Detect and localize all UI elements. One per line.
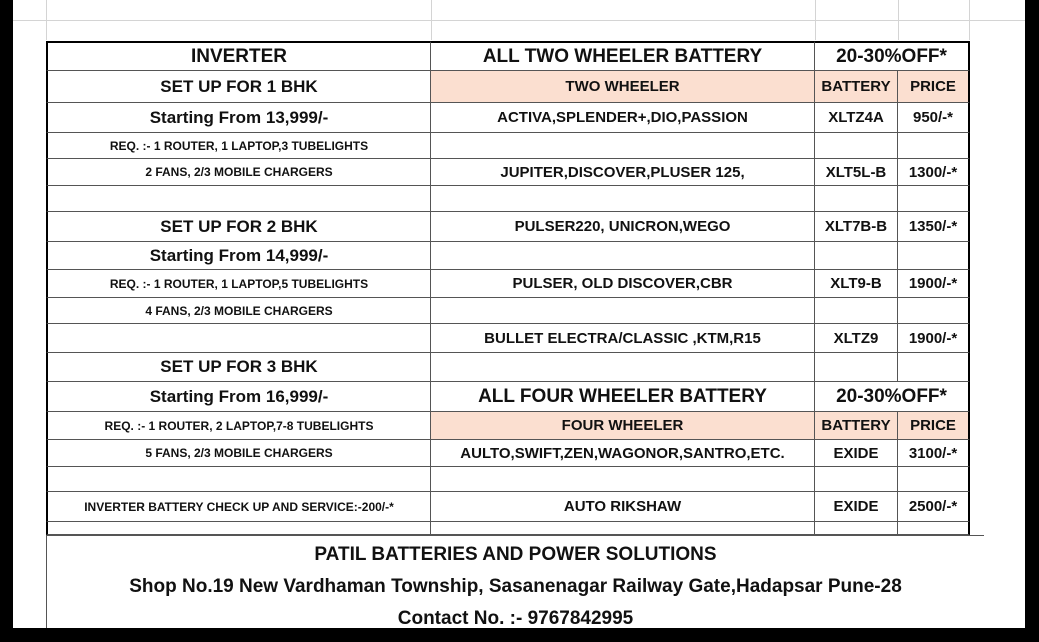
empty-cell [898, 298, 970, 324]
company-name: PATIL BATTERIES AND POWER SOLUTIONS [314, 544, 717, 565]
setup-1-heading: SET UP FOR 1 BHK [46, 71, 431, 103]
empty-cell [898, 133, 970, 159]
gridline [13, 20, 1025, 21]
setup-1-price: Starting From 13,999/- [46, 103, 431, 133]
inverter-title: INVERTER [46, 41, 431, 71]
two-wheeler-vehicle: JUPITER,DISCOVER,PLUSER 125, [431, 159, 815, 186]
four-wheeler-battery: EXIDE [815, 492, 898, 522]
four-wheeler-col-vehicle: FOUR WHEELER [431, 412, 815, 440]
empty-cell [431, 353, 815, 382]
two-wheeler-title: ALL TWO WHEELER BATTERY [431, 41, 815, 71]
empty-cell [431, 242, 815, 270]
setup-2-price: Starting From 14,999/- [46, 242, 431, 270]
empty-cell [431, 133, 815, 159]
two-wheeler-battery: XLT7B-B [815, 212, 898, 242]
setup-1-req1: REQ. :- 1 ROUTER, 1 LAPTOP,3 TUBELIGHTS [46, 133, 431, 159]
two-wheeler-battery: XLT5L-B [815, 159, 898, 186]
two-wheeler-col-battery: BATTERY [815, 71, 898, 103]
two-wheeler-col-price: PRICE [898, 71, 970, 103]
setup-3-price: Starting From 16,999/- [46, 382, 431, 412]
four-wheeler-price: 3100/-* [898, 440, 970, 467]
setup-3-req1: REQ. :- 1 ROUTER, 2 LAPTOP,7-8 TUBELIGHTS [46, 412, 431, 440]
setup-2-heading: SET UP FOR 2 BHK [46, 212, 431, 242]
two-wheeler-battery: XLT9-B [815, 270, 898, 298]
empty-cell [898, 353, 970, 382]
empty-cell [815, 298, 898, 324]
two-wheeler-discount: 20-30%OFF* [815, 41, 970, 71]
empty-cell [815, 133, 898, 159]
empty-cell [431, 467, 815, 492]
two-wheeler-vehicle: BULLET ELECTRA/CLASSIC ,KTM,R15 [431, 324, 815, 353]
two-wheeler-price: 1300/-* [898, 159, 970, 186]
four-wheeler-col-battery: BATTERY [815, 412, 898, 440]
two-wheeler-vehicle: PULSER, OLD DISCOVER,CBR [431, 270, 815, 298]
two-wheeler-battery: XLTZ4A [815, 103, 898, 133]
two-wheeler-col-vehicle: TWO WHEELER [431, 71, 815, 103]
four-wheeler-battery: EXIDE [815, 440, 898, 467]
two-wheeler-price: 1350/-* [898, 212, 970, 242]
empty-cell [46, 324, 431, 353]
empty-cell [815, 467, 898, 492]
four-wheeler-title: ALL FOUR WHEELER BATTERY [431, 382, 815, 412]
shop-address: Shop No.19 New Vardhaman Township, Sasanenagar Railway Gate,Hadapsar Pune-28 [129, 576, 902, 597]
setup-3-heading: SET UP FOR 3 BHK [46, 353, 431, 382]
inverter-service: INVERTER BATTERY CHECK UP AND SERVICE:-200/-* [46, 492, 431, 522]
empty-cell [431, 298, 815, 324]
two-wheeler-price: 1900/-* [898, 270, 970, 298]
empty-cell [431, 186, 815, 212]
setup-1-req2: 2 FANS, 2/3 MOBILE CHARGERS [46, 159, 431, 186]
empty-cell [815, 242, 898, 270]
four-wheeler-discount: 20-30%OFF* [815, 382, 970, 412]
empty-cell [46, 522, 431, 535]
empty-cell [898, 242, 970, 270]
two-wheeler-battery: XLTZ9 [815, 324, 898, 353]
empty-cell [815, 353, 898, 382]
empty-cell [898, 186, 970, 212]
four-wheeler-col-price: PRICE [898, 412, 970, 440]
empty-cell [898, 522, 970, 535]
two-wheeler-price: 1900/-* [898, 324, 970, 353]
setup-3-req2: 5 FANS, 2/3 MOBILE CHARGERS [46, 440, 431, 467]
empty-cell [46, 186, 431, 212]
four-wheeler-vehicle: AULTO,SWIFT,ZEN,WAGONOR,SANTRO,ETC. [431, 440, 815, 467]
setup-2-req2: 4 FANS, 2/3 MOBILE CHARGERS [46, 298, 431, 324]
two-wheeler-vehicle: PULSER220, UNICRON,WEGO [431, 212, 815, 242]
empty-cell [815, 186, 898, 212]
four-wheeler-price: 2500/-* [898, 492, 970, 522]
spreadsheet-sheet [13, 0, 1025, 628]
empty-cell [46, 467, 431, 492]
two-wheeler-price: 950/-* [898, 103, 970, 133]
footer-block [46, 535, 984, 628]
four-wheeler-vehicle: AUTO RIKSHAW [431, 492, 815, 522]
contact-number: Contact No. :- 9767842995 [397, 608, 634, 628]
empty-cell [815, 522, 898, 535]
empty-cell [431, 522, 815, 535]
empty-cell [898, 467, 970, 492]
setup-2-req1: REQ. :- 1 ROUTER, 1 LAPTOP,5 TUBELIGHTS [46, 270, 431, 298]
two-wheeler-vehicle: ACTIVA,SPLENDER+,DIO,PASSION [431, 103, 815, 133]
